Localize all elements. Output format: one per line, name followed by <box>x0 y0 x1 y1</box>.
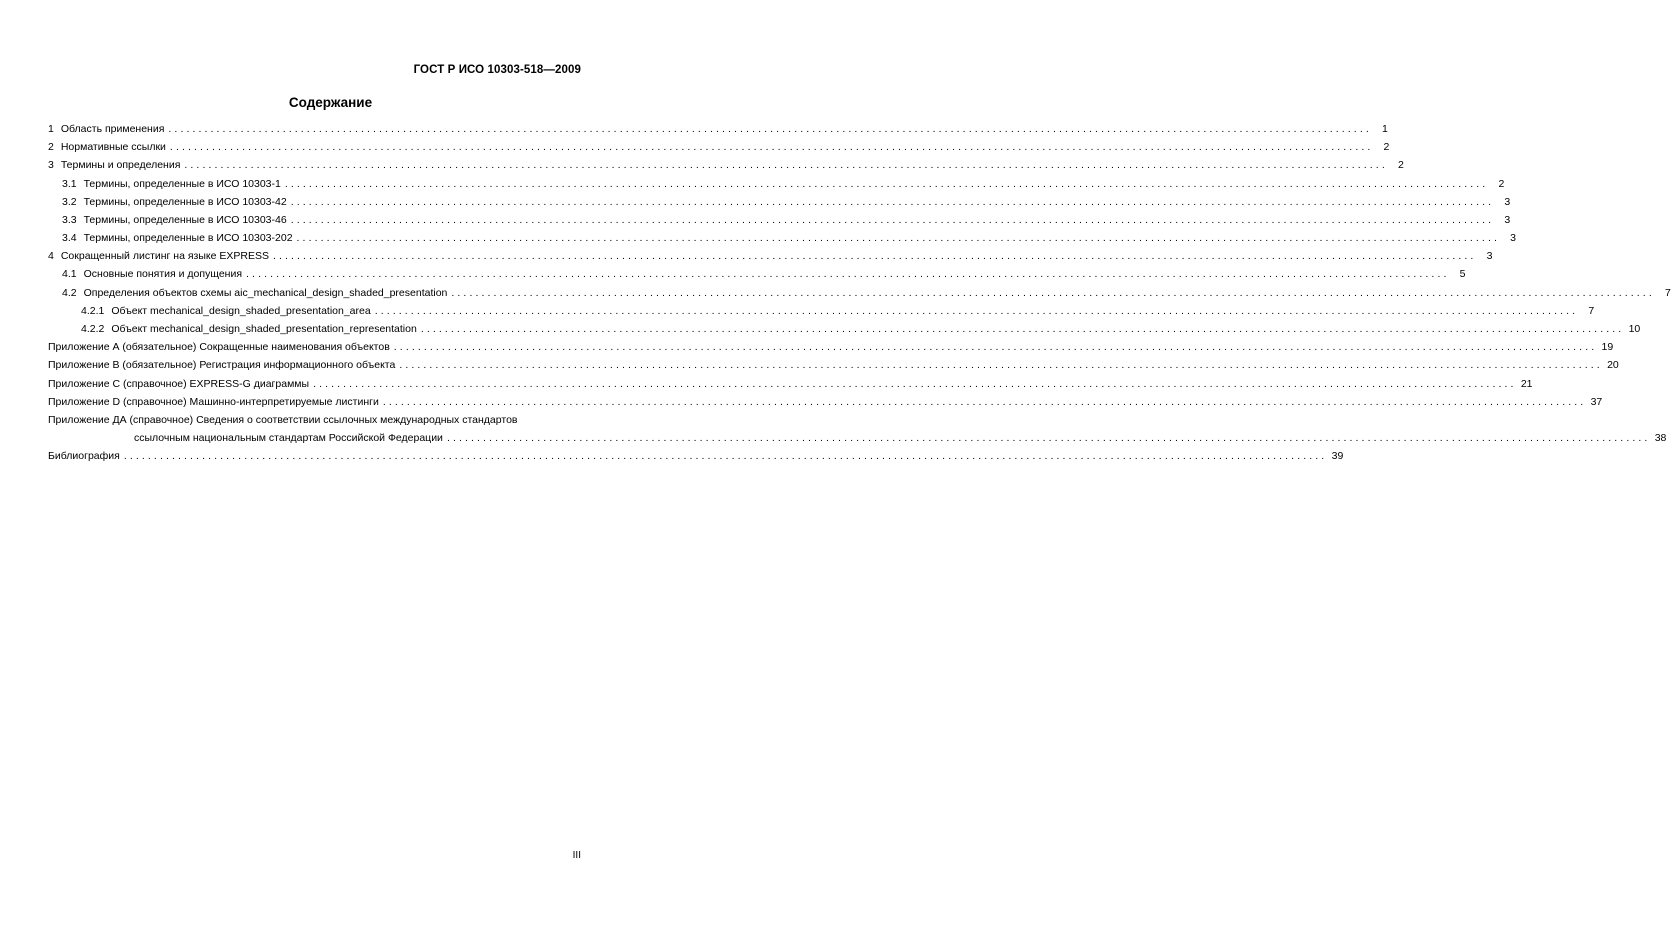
toc-page-number: 1 <box>1382 122 1388 135</box>
toc-page-number: 3 <box>1504 195 1511 208</box>
toc-leader-dots: ........................................................................................................................................................................................................ <box>272 250 1477 263</box>
toc-entry-label: Основные понятия и допущения <box>83 268 243 281</box>
toc-leader-dots: ........................................................................................................................................................................................................ <box>296 232 1500 245</box>
toc-entry[interactable] <box>48 193 1511 211</box>
toc-entry-annex-da[interactable] <box>48 411 1667 447</box>
table-of-contents <box>48 120 1671 466</box>
toc-page-number: 5 <box>1459 268 1466 281</box>
toc-entry-label: Область применения <box>60 122 165 135</box>
toc-entry-bibliography[interactable] <box>48 447 1344 465</box>
toc-entry-label: Объект mechanical_design_shaded_presentation_representation <box>111 323 417 336</box>
toc-entry-number: 4.2 <box>62 286 77 299</box>
toc-page-number: 10 <box>1628 323 1641 336</box>
toc-entry-label: Приложение А (обязательное) Сокращенные наименования объектов <box>48 341 390 354</box>
toc-entry[interactable] <box>48 356 1619 374</box>
toc-entry-number: 3.2 <box>62 195 77 208</box>
toc-entry[interactable] <box>48 338 1614 356</box>
toc-leader-dots: ........................................................................................................................................................................................................ <box>382 395 1587 408</box>
toc-entry[interactable] <box>48 175 1505 193</box>
toc-leader-dots: ........................................................................................................................................................................................................ <box>246 268 1450 281</box>
toc-leader-dots: ........................................................................................................................................................................................................ <box>168 122 1372 135</box>
toc-leader-dots: ........................................................................................................................................................................................................ <box>284 177 1489 190</box>
toc-page-number: 7 <box>1665 286 1671 299</box>
toc-leader-dots: ........................................................................................................................................................................................................ <box>184 159 1388 172</box>
toc-page-number: 2 <box>1398 159 1404 172</box>
toc-entry-label: Приложение B (обязательное) Регистрация информационного объекта <box>48 359 396 372</box>
toc-page-number: 7 <box>1588 304 1595 317</box>
toc-leader-dots: ........................................................................................................................................................................................................ <box>290 213 1495 226</box>
toc-entry-label: Термины, определенные в ИСО 10303-42 <box>83 195 287 208</box>
toc-entry[interactable] <box>48 211 1511 229</box>
toc-entry-number: 3.3 <box>62 213 77 226</box>
toc-leader-dots: ........................................................................................................................................................................................................ <box>393 341 1598 354</box>
page-number: III <box>572 850 581 861</box>
toc-entry-number: 4 <box>48 250 54 263</box>
toc-entry-label: Термины, определенные в ИСО 10303-46 <box>83 213 287 226</box>
toc-entry-number: 1 <box>48 122 54 135</box>
toc-entry-number: 3.1 <box>62 177 77 190</box>
toc-entry-label: Сокращенный листинг на языке EXPRESS <box>60 250 269 263</box>
toc-entry[interactable] <box>48 393 1603 411</box>
toc-page-number: 2 <box>1383 141 1390 154</box>
toc-leader-dots: ........................................................................................................................................................................................................ <box>420 323 1625 336</box>
toc-leader-dots: ........................................................................................................................................................................................................ <box>374 304 1579 317</box>
toc-entry[interactable] <box>48 302 1595 320</box>
toc-entry-number: 4.2.2 <box>81 323 105 336</box>
toc-entry[interactable] <box>48 229 1516 247</box>
document-code-header: ГОСТ Р ИСО 10303-518—2009 <box>413 64 581 76</box>
toc-page-number: 3 <box>1504 213 1511 226</box>
toc-leader-dots: ........................................................................................................................................................................................................ <box>123 450 1328 463</box>
toc-entry[interactable] <box>48 375 1533 393</box>
toc-page-number: 3 <box>1486 250 1493 263</box>
toc-entry-label: Приложение ДА (справочное) Сведения о соответствии ссылочных международных стандартов <box>48 414 518 426</box>
toc-entry-number: 3 <box>48 159 54 172</box>
toc-entry-label: Термины, определенные в ИСО 10303-202 <box>83 232 293 245</box>
toc-page-number: 3 <box>1510 232 1516 245</box>
toc-entry[interactable] <box>48 247 1493 265</box>
toc-leader-dots: ........................................................................................................................................................................................................ <box>290 195 1495 208</box>
toc-leader-dots: ........................................................................................................................................................................................................ <box>451 286 1655 299</box>
toc-entry[interactable] <box>48 120 1388 138</box>
toc-page-number: 38 <box>1654 432 1667 445</box>
toc-entries <box>48 120 1671 411</box>
toc-leader-dots: ........................................................................................................................................................................................................ <box>169 141 1374 154</box>
toc-page-number: 21 <box>1520 377 1533 390</box>
toc-entry[interactable] <box>48 284 1671 302</box>
toc-page-number: 19 <box>1601 341 1614 354</box>
toc-entry-number: 3.4 <box>62 232 77 245</box>
toc-page-number: 2 <box>1498 177 1505 190</box>
toc-page-number: 37 <box>1590 395 1603 408</box>
toc-entry[interactable] <box>48 138 1390 156</box>
page-title: Содержание <box>288 95 373 110</box>
toc-leader-dots: ........................................................................................................................................................................................................ <box>313 377 1517 390</box>
toc-entry[interactable] <box>48 156 1404 174</box>
toc-entry[interactable] <box>48 320 1641 338</box>
toc-entry-label: Нормативные ссылки <box>60 141 166 154</box>
toc-page-number: 39 <box>1331 450 1344 463</box>
toc-entry-label: Приложение C (справочное) EXPRESS-G диаграммы <box>48 377 310 390</box>
toc-entry-label: Определения объектов схемы aic_mechanical_design_shaded_presentation <box>83 286 448 299</box>
toc-entry-number: 4.2.1 <box>81 304 105 317</box>
toc-entry-number: 2 <box>48 141 54 154</box>
toc-entry-label: Приложение D (справочное) Машинно-интерпретируемые листинги <box>48 395 379 408</box>
toc-leader-dots: ........................................................................................................................................................................................................ <box>446 432 1651 445</box>
toc-leader-dots: ........................................................................................................................................................................................................ <box>399 359 1603 372</box>
toc-entry-label: Объект mechanical_design_shaded_presentation_area <box>111 304 371 317</box>
toc-page-number: 20 <box>1607 359 1619 372</box>
toc-entry-label: Термины и определения <box>60 159 181 172</box>
toc-entry-label: Библиография <box>48 450 120 463</box>
toc-entry-label-continuation: ссылочным национальным стандартам Российской Федерации <box>134 432 443 445</box>
toc-entry[interactable] <box>48 266 1466 284</box>
toc-entry-label: Термины, определенные в ИСО 10303-1 <box>83 177 281 190</box>
toc-entry-number: 4.1 <box>62 268 77 281</box>
